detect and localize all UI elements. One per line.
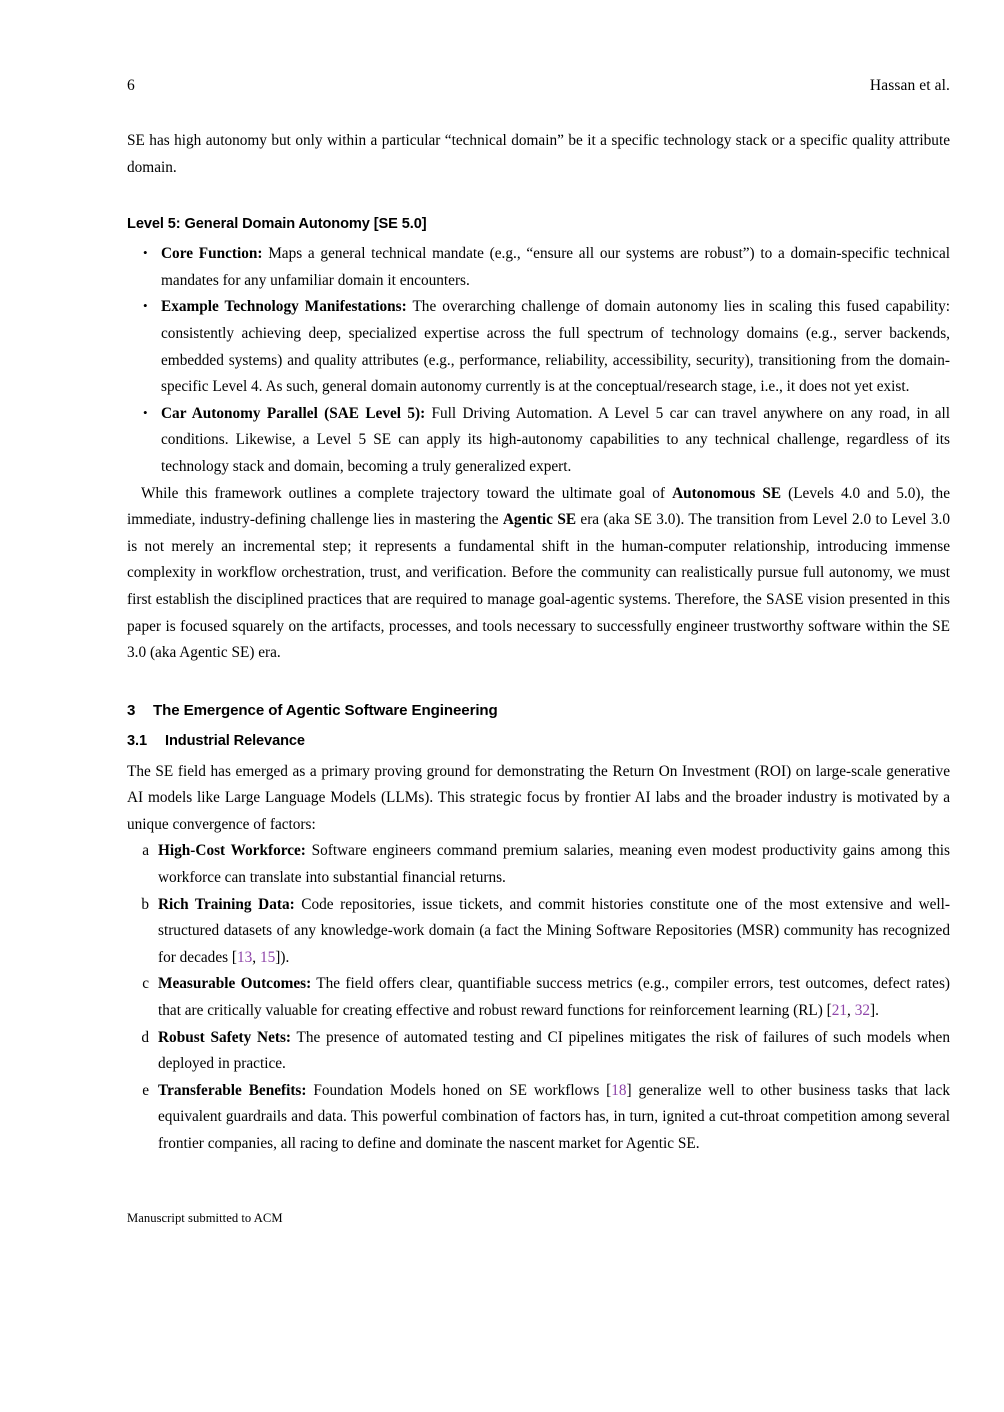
section-title: The Emergence of Agentic Software Engineering <box>153 701 498 719</box>
list-item <box>141 294 950 400</box>
bullet-text: Maps a general technical mandate (e.g., “ensure all our systems are robust”) to a domain-specific technical mandates for any unfamiliar domain it encounters. <box>161 245 950 289</box>
bullet-term: Core Function: <box>161 245 263 263</box>
bullet-text: The overarching challenge of domain autonomy lies in scaling this fused capability: consistently achieving deep, specialized expertise across the full spectrum of technology domains (e.g., server backends, embedded systems) and quality attributes (e.g., performance, reliability, accessibility, security), transitioning from the domain-specific Level 4. As such, general domain autonomy currently is at the conceptual/research stage, i.e., it does not yet exist. <box>161 298 950 396</box>
summary-part-1: While this framework outlines a complete trajectory toward the ultimate goal of <box>141 484 673 502</box>
list-item <box>133 838 950 891</box>
citation-link[interactable]: 32 <box>854 1002 870 1020</box>
subsection-title: Industrial Relevance <box>165 732 305 749</box>
factor-text-before: The field offers clear, quantifiable success metrics (e.g., compiler errors, test outcomes, defect rates) that are critically valuable for creating effective and robust reward functions for reinforcement learning (RL) [ <box>158 975 950 1020</box>
intro-paragraph: The SE field has emerged as a primary proving ground for demonstrating the Return On Investment (ROI) on large-scale generative AI models like Large Language Models (LLMs). This strategic focus by frontier AI labs and the broader industry is motivated by a unique convergence of factors: <box>127 762 950 833</box>
factor-term: Measurable Outcomes: <box>158 975 312 993</box>
bullet-term: Car Autonomy Parallel (SAE Level 5): <box>161 404 426 422</box>
page-footer: Manuscript submitted to ACM <box>127 1211 283 1225</box>
running-head <box>127 76 950 98</box>
factor-term: Transferable Benefits: <box>158 1081 307 1099</box>
citation-separator: , <box>847 1002 855 1020</box>
summary-bold-autonomous-se: Autonomous SE <box>672 484 782 502</box>
citation-link[interactable]: 15 <box>259 948 276 966</box>
factors-list <box>127 838 950 1157</box>
factor-text: Software engineers command premium salaries, meaning even modest productivity gains among this workforce can translate into substantial financial returns. <box>158 842 951 887</box>
factor-text-after: ]. <box>870 1002 879 1020</box>
summary-paragraph <box>127 481 950 667</box>
summary-part-2: (Levels 4.0 and 5.0), the immediate, industry-defining challenge lies in mastering the <box>127 484 950 529</box>
factor-text: The presence of automated testing and CI pipelines mitigates the risk of failures of such models when deployed in practice. <box>158 1028 950 1073</box>
summary-bold-agentic-se: Agentic SE <box>502 511 577 529</box>
page-number: 6 <box>127 77 135 94</box>
level5-bullet-list <box>127 241 950 480</box>
page-content <box>127 128 950 1158</box>
factor-text-after: ]). <box>275 948 290 966</box>
list-item <box>133 971 950 1024</box>
citation-link[interactable]: 21 <box>831 1002 848 1020</box>
citation-link[interactable]: 13 <box>237 948 253 966</box>
list-marker: a <box>142 842 149 860</box>
factor-term: High-Cost Workforce: <box>158 842 306 860</box>
factor-text-before: Foundation Models honed on SE workflows [ <box>306 1081 612 1099</box>
list-marker: e <box>142 1081 149 1099</box>
subsection-number: 3.1 <box>127 732 147 749</box>
list-marker: d <box>141 1028 149 1046</box>
list-item <box>133 1025 950 1078</box>
running-head-authors: Hassan et al. <box>869 77 950 94</box>
list-marker: b <box>141 895 149 913</box>
bullet-term: Example Technology Manifestations: <box>161 298 407 316</box>
section-number: 3 <box>127 701 136 719</box>
list-item <box>133 1078 950 1158</box>
subsection-heading-3-1 <box>127 729 950 753</box>
list-item <box>141 241 950 294</box>
factor-text-before: Code repositories, issue tickets, and commit histories constitute one of the most extensive and well-structured datasets of any knowledge-work domain (a fact the Mining Software Repositories (MSR) community has recognized for decades [ <box>158 895 950 966</box>
factor-text-after: ] generalize well to other business tasks that lack equivalent guardrails and data. This powerful combination of factors has, in turn, ignited a cut-throat competition among several frontier companies, all racing to define and dominate the nascent market for Agentic SE. <box>158 1081 950 1152</box>
level5-heading: Level 5: General Domain Autonomy [SE 5.0] <box>127 216 427 233</box>
list-item <box>133 892 950 972</box>
citation-link[interactable]: 18 <box>611 1081 627 1099</box>
spacer-before-section-3 <box>127 667 950 699</box>
factor-term: Robust Safety Nets: <box>158 1028 292 1046</box>
factor-term: Rich Training Data: <box>158 895 295 913</box>
list-marker: c <box>142 975 149 993</box>
bullet-text: Full Driving Automation. A Level 5 car can travel anywhere on any road, in all conditions. Likewise, a Level 5 SE can apply its high-autonomy capabilities to any technical challenge, regardless of its technology stack and domain, becoming a truly generalized expert. <box>161 404 950 475</box>
citation-separator: , <box>252 948 260 966</box>
list-item <box>141 401 950 481</box>
continued-paragraph: SE has high autonomy but only within a particular “technical domain” be it a specific technology stack or a specific quality attribute domain. <box>127 132 950 176</box>
spacer-before-level5-heading <box>127 181 950 213</box>
summary-part-3: era (aka SE 3.0). The transition from Level 2.0 to Level 3.0 is not merely an incremental step; it represents a fundamental shift in the human-computer relationship, introducing immense complexity in workflow orchestration, trust, and verification. Before the community can realistically pursue full autonomy, we must first establish the disciplined practices that are required to manage goal-agentic systems. Therefore, the SASE vision presented in this paper is focused squarely on the artifacts, processes, and tools necessary to successfully engineer trustworthy software within the SE 3.0 (aka Agentic SE) era. <box>127 511 950 662</box>
section-heading-3 <box>127 699 950 723</box>
